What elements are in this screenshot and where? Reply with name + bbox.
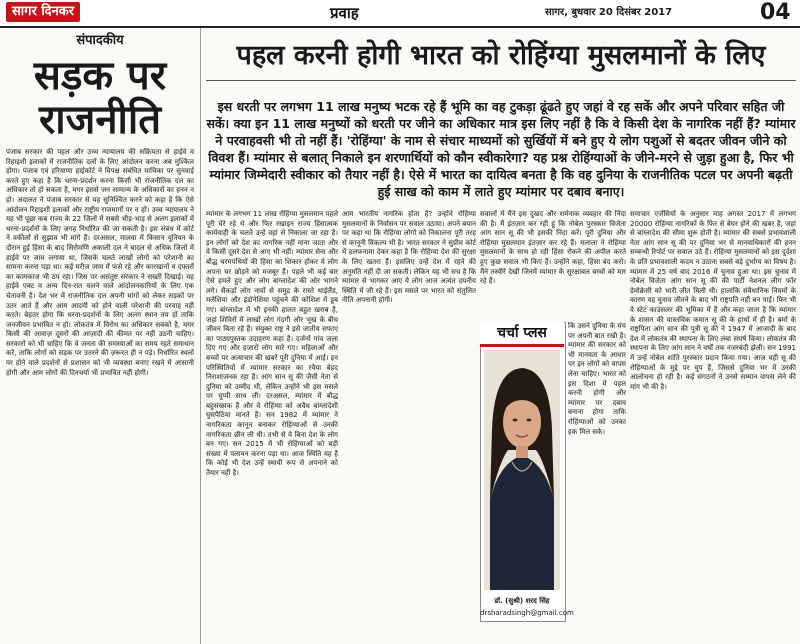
brand-logo: सागर दिनकर	[6, 2, 80, 22]
article-column-4: समाचार एजेंसियों के अनुसार माह अगस्त 2017 में लगभग 20000 रोहिंग्या नागरिकों के फिर से बेघर होने की खबर है, जहां से बांग्लादेश की सीमा शुरू होती है। म्यांमार की सबसे प्रभावशाली नेता आंग सान सू की पर दुनिया भर से मानवाधिकारों की हनन सम्बन्धी रिपोर्ट पर सवाल उठे हैं। रोहिंग्या मुसलमानों को इस दुर्दशा के प्रति प्रभावशाली कदम न उठाना सबसे बड़े दुर्भाग्य का विषय है। म्यांमार में 25 वर्ष बाद 2016 में चुनाव हुआ था। इस चुनाव में नोबेल विजेता आंग सान सू की की पार्टी नेशनल लीग फॉर डेमोक्रेसी को भारी जीत मिली थी। हालांकि संवैधानिक नियमों के कारण वह चुनाव जीतने के बाद भी राष्ट्रपति नहीं बन पाईं। फिर भी वे स्टेट काउंसलर की भूमिका में हैं और कहा जाता है कि म्यांमार के शासन की वास्तविक कमान सू की के हाथों में ही है। बर्मा के राष्ट्रपिता आंग सान की पुत्री सू की ने 1947 में आजादी के बाद देश में लोकतंत्र की स्थापना के लिए लंबा संघर्ष किया। लोकतंत्र की स्थापना के लिए आंग सान ने वर्षों तक नजरबंदी झेली। सन 1991 में उन्हें नोबेल शांति पुरस्कार प्रदान किया गया। आज वही सू की रोहिंग्याओं के मुद्दे पर चुप हैं, जिससे दुनिया भर में उनकी आलोचना हो रही है। कई संगठनों ने उनसे सम्मान वापस लेने की मांग भी की है।	[630, 210, 796, 391]
masthead	[0, 0, 800, 28]
article-column-3-top: सवालों में मैंने इस दुखद और शर्मनाक व्यवहार की निंदा की है। मैं इंतज़ार कर रही हूं कि नोबेल पुरस्कार विजेता आंग सान सू की भी इसकी निंदा करें। पूरी दुनिया और रोहिंग्या मुसलमान इंतज़ार कर रहे हैं। मलाला ने रोहिंग्या मुसलमानों के साथ हो रही हिंसा रोकने की अपील करते हुए कुछ सवाल भी किए हैं। उन्होंने कहा, हिंसा बंद करो। मैंने तस्वीरें देखीं जिनमें म्यांमार के सुरक्षाबल बच्चों को मार रहे हैं।	[480, 210, 626, 286]
page-number: 04	[760, 0, 791, 25]
article-deck: इस धरती पर लगभग 11 लाख मनुष्य भटक रहे हैं भूमि का वह टुकड़ा ढूंढते हुए जहां वे रह सकें और अपने परिवार सहित जी सकें। क्या इन 11 लाख मनुष्यों को धरती पर जीने का अधिकार मात्र इस लिए नहीं है कि वे किसी देश के नागरिक नहीं हैं? म्यांमार ने परवाहवसी भी तो नहीं हैं। 'रोहिंग्या' के नाम से संचार माध्यमों को सुर्खियों में बने हुए ये लोग पशुओं से बदतर जीवन जीने को विवश हैं। म्यांमार से बलात् निकाले इन शरणार्थियों को कौन स्वीकारेगा? यह प्रश्न रोहिंग्याओं के जीने-मरने से जुड़ा हुआ है, फिर भी म्यांमार जिम्मेदारी स्वीकार को तैयार नहीं है। ऐसे में भारत का दायित्व बनता है कि वह दुनिया के राजनीतिक पटल पर अपनी बढ़ती हुई साख को काम में लाते हुए म्यांमार पर दबाव बनाए।	[206, 99, 796, 199]
author-byline: डॉ. (सुश्री) शरद सिंह	[494, 597, 550, 605]
charcha-accent-bar	[480, 344, 564, 347]
editorial-headline-line2: राजनीति	[38, 97, 162, 143]
article-column-3-right: कि उसने दुनिया के मंच पर अपनी बात रखी है। म्यांमार की सरकार को भी मानवता के आधार पर इन लोगों को वापस लेना चाहिए। भारत को इस दिशा में पहल करनी होगी और म्यांमार पर दबाव बनाना होगा ताकि रोहिंग्याओं को उनका हक मिल सके।	[568, 322, 626, 436]
editorial-label: संपादकीय	[76, 33, 124, 48]
editorial-headline	[0, 54, 200, 142]
article-headline: पहल करनी होगी भारत को रोहिंग्या मुसलमानों के लिए	[236, 40, 766, 71]
author-email: drsharadsingh@gmail.com	[480, 609, 574, 617]
editorial-body: पंजाब सरकार की पहल और उच्च न्यायालय की सक्रियता से हाईवे व रिहाइशी इलाकों में राजनीतिक दलों के लिए आंदोलन करना अब मुश्किल होगा। पंजाब एवं हरियाणा हाईकोर्ट ने विपक्ष संबंधित याचिका पर सुनवाई करते हुए कहा है कि धरना-प्रदर्शन करना किसी भी राजनीतिक दल का अधिकार तो हो सकता है, मगर इससे जन सामान्य के अधिकारों का हनन न हो। अदालत ने पंजाब सरकार से यह सुनिश्चित करने को कहा है कि ऐसे आंदोलन रिहाइशी इलाकों और राष्ट्रीय राजमार्गों पर न हों। उच्च न्यायालय ने यह भी पूछा कब राज्य के 22 जिलों में सबसे भीड़-भाड़ से अलग इलाकों में धरना-प्रदर्शनों के लिए जगह निर्धारित की जा सकती है। इस संबंध में कोर्ट ने वकीलों से सुझाव भी मांगे हैं। दरअसल, मालवा में किसान यूनियन के दौरान हुई हिंसा के बाद सिरोमणि अकाली दल ने बादल से अधिक जिलों में हाईवे पर जाम लगाया था, जिसके चलते लाखों लोगों को परेशानी का सामना करना पड़ा था। कई मरीज जाम में फंसे रहे और कारखानों व दफ्तरों का कामकाज भी ठप रहा। जिस पर असंतुष्ट सरकार ने सख्ती दिखाई। यह हाईवे एक्ट व अन्य दिन-रात चलने वाले आंदोलनकारियों के लिए एक चेतावनी है। देश भर में राजनीतिक दल अपनी मांगों को लेकर सड़कों पर उतर आते हैं और आम आदमी को होने वाली परेशानी की परवाह नहीं करते। बेहतर होगा कि धरना-प्रदर्शनों के लिए अलग स्थान तय हों ताकि जनजीवन प्रभावित न हो। लोकतंत्र में विरोध का अधिकार सबको है, मगर किसी की आवाज़ दूसरों की आज़ादी की कीमत पर नहीं उठनी चाहिए। सरकारों को भी चाहिए कि वे जनता की समस्याओं का समय रहते समाधान करें, ताकि लोगों को सड़क पर उतरने की ज़रूरत ही न पड़े। निर्धारित स्थलों पर होने वाले प्रदर्शनों से प्रशासन को भी व्यवस्था बनाए रखने में आसानी होगी और आम लोगों की दिनचर्या भी प्रभावित नहीं होगी।	[6, 148, 194, 377]
dateline: सागर, बुधवार 20 दिसंबर 2017	[545, 7, 673, 18]
headline-divider	[206, 80, 796, 81]
charcha-plus-title: चर्चा प्लस	[480, 322, 564, 344]
article-column-1: म्यांमार के लगभग 11 लाख रोहिंग्या मुसलमान पहले पूरी घेरे रहे थे और फिर रखाइन राज्य हिंसात्मक कार्यवाही के चलते उन्हें वहां से निकाला जा रहा है। इन लोगों को देश का नागरिक नहीं माना जाता और वे किसी दूसरे देश से आए भी नहीं। म्यांमार सेना और बौद्ध चरमपंथियों की हिंसा का शिकार होकर ये लोग अपना घर छोड़ने को मजबूर हैं। पहले भी कई बार ऐसे हमले हुए और लोग बांग्लादेश की ओर भागने लगे। सैकड़ों लोग नावों से समुद्र के रास्ते थाईलैंड, मलेशिया और इंडोनेशिया पहुंचने की कोशिश में डूब गए। बांग्लादेश में भी इनकी हालत बहुत खराब है, जहां शिविरों में लाखों लोग गंदगी और भूख के बीच जीवन बिता रहे हैं। संयुक्त राष्ट्र ने इसे जातीय सफाए का पाठ्यपुस्तक उदाहरण कहा है। दर्जनों गांव जला दिए गए और हजारों लोग मारे गए। महिलाओं और बच्चों पर अत्याचार की खबरें पूरी दुनिया में आईं। इन परिस्थितियों में म्यांमार सरकार का रवैया बेहद निराशाजनक रहा है। आंग सान सू की जैसी नेता से दुनिया को उम्मीद थी, लेकिन उन्होंने भी इस मसले पर चुप्पी साध ली। दरअसल, म्यांमार में बौद्ध बहुसंख्यक हैं और वे रोहिंग्या को अवैध बांग्लादेशी घुसपैठिया मानते हैं। सन 1982 में म्यांमार ने नागरिकता कानून बनाकर रोहिंग्याओं से उनकी नागरिकता छीन ली थी। तभी से वे बिना देश के लोग बन गए। सन 2015 में भी रोहिंग्याओं को बड़ी संख्या में पलायन करना पड़ा था। आज स्थिति यह है कि कोई भी देश उन्हें स्थायी रूप से अपनाने को तैयार नहीं है।	[206, 210, 338, 478]
editorial-headline-line1: सड़क पर	[33, 53, 167, 99]
article-column-2: आम भारतीय नागरिक होता है? उन्होंने रोहिंग्या मुसलमानों के निर्वासन पर सवाल उठाया। अपने बयान पर कहा था कि रोहिंग्या लोगों को निकालना पूरी तरह से कानूनी विकल्प भी है। भारत सरकार ने सुप्रीम कोर्ट में हलफनामा देकर कहा है कि रोहिंग्या देश की सुरक्षा के लिए खतरा हैं। इसलिए उन्हें देश में रहने की अनुमति नहीं दी जा सकती। लेकिन यह भी सच है कि म्यांमार से भागकर आए ये लोग आज अत्यंत दयनीय स्थिति में जी रहे हैं। इस मसले पर भारत को संतुलित नीति अपनानी होगी।	[342, 210, 476, 305]
author-portrait-image	[484, 350, 560, 590]
section-title: प्रवाह	[330, 4, 359, 22]
author-photo	[484, 350, 560, 590]
